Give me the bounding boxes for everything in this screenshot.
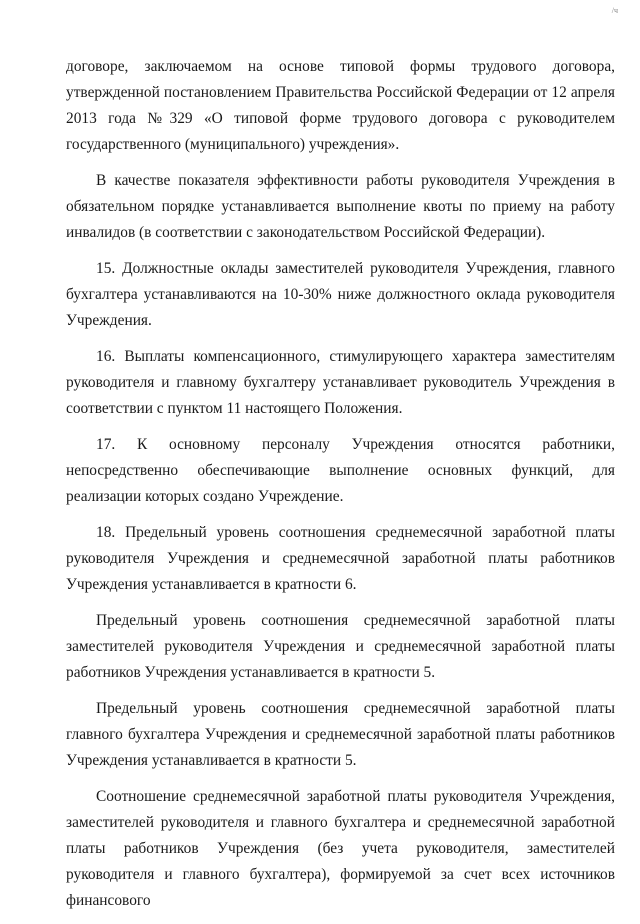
page-number-mark: /ч [611,6,618,15]
paragraph-salary-ratio-sources: Соотношение среднемесячной заработной платы руководителя Учреждения, заместителей руководителя и главного бухгалтера и среднемесячной заработной платы работников Учреждения (без учета руководителя, заместителей руководителя и главного бухгалтера), формируемой за счет всех источников финансового [66,788,615,909]
paragraph-contract-reference: договоре, заключаемом на основе типовой формы трудового договора, утвержденной постановлением Правительства Российской Федерации от 12 апреля 2013 года №329 «О типовой форме трудового договора с руководителем государственного (муниципального) учреждения». [66,58,615,153]
document-body [66,54,615,924]
paragraph-disability-quota: В качестве показателя эффективности работы руководителя Учреждения в обязательном порядке устанавливается выполнение квоты по приему на работу инвалидов (в соответствии с законодательством Российской Федерации). [66,172,615,241]
paragraph-chief-accountant-ratio: Предельный уровень соотношения среднемесячной заработной платы главного бухгалтера Учреждения и среднемесячной заработной платы работников Учреждения устанавливается в кратности 5. [66,700,615,769]
paragraph-16-compensation-payments: 16. Выплаты компенсационного, стимулирующего характера заместителям руководителя и главному бухгалтеру устанавливает руководитель Учреждения в соответствии с пунктом 11 настоящего Положения. [66,348,615,417]
paragraph-15-deputy-salaries: 15. Должностные оклады заместителей руководителя Учреждения, главного бухгалтера устанавливаются на 10-30% ниже должностного оклада руководителя Учреждения. [66,260,615,329]
paragraph-18-head-ratio: 18. Предельный уровень соотношения среднемесячной заработной платы руководителя Учреждения и среднемесячной заработной платы работников Учреждения устанавливается в кратности 6. [66,524,615,593]
paragraph-17-core-staff: 17. К основному персоналу Учреждения относятся работники, непосредственно обеспечивающие выполнение основных функций, для реализации которых создано Учреждение. [66,436,615,505]
paragraph-deputy-ratio: Предельный уровень соотношения среднемесячной заработной платы заместителей руководителя Учреждения и среднемесячной заработной платы работников Учреждения устанавливается в кратности 5. [66,612,615,681]
